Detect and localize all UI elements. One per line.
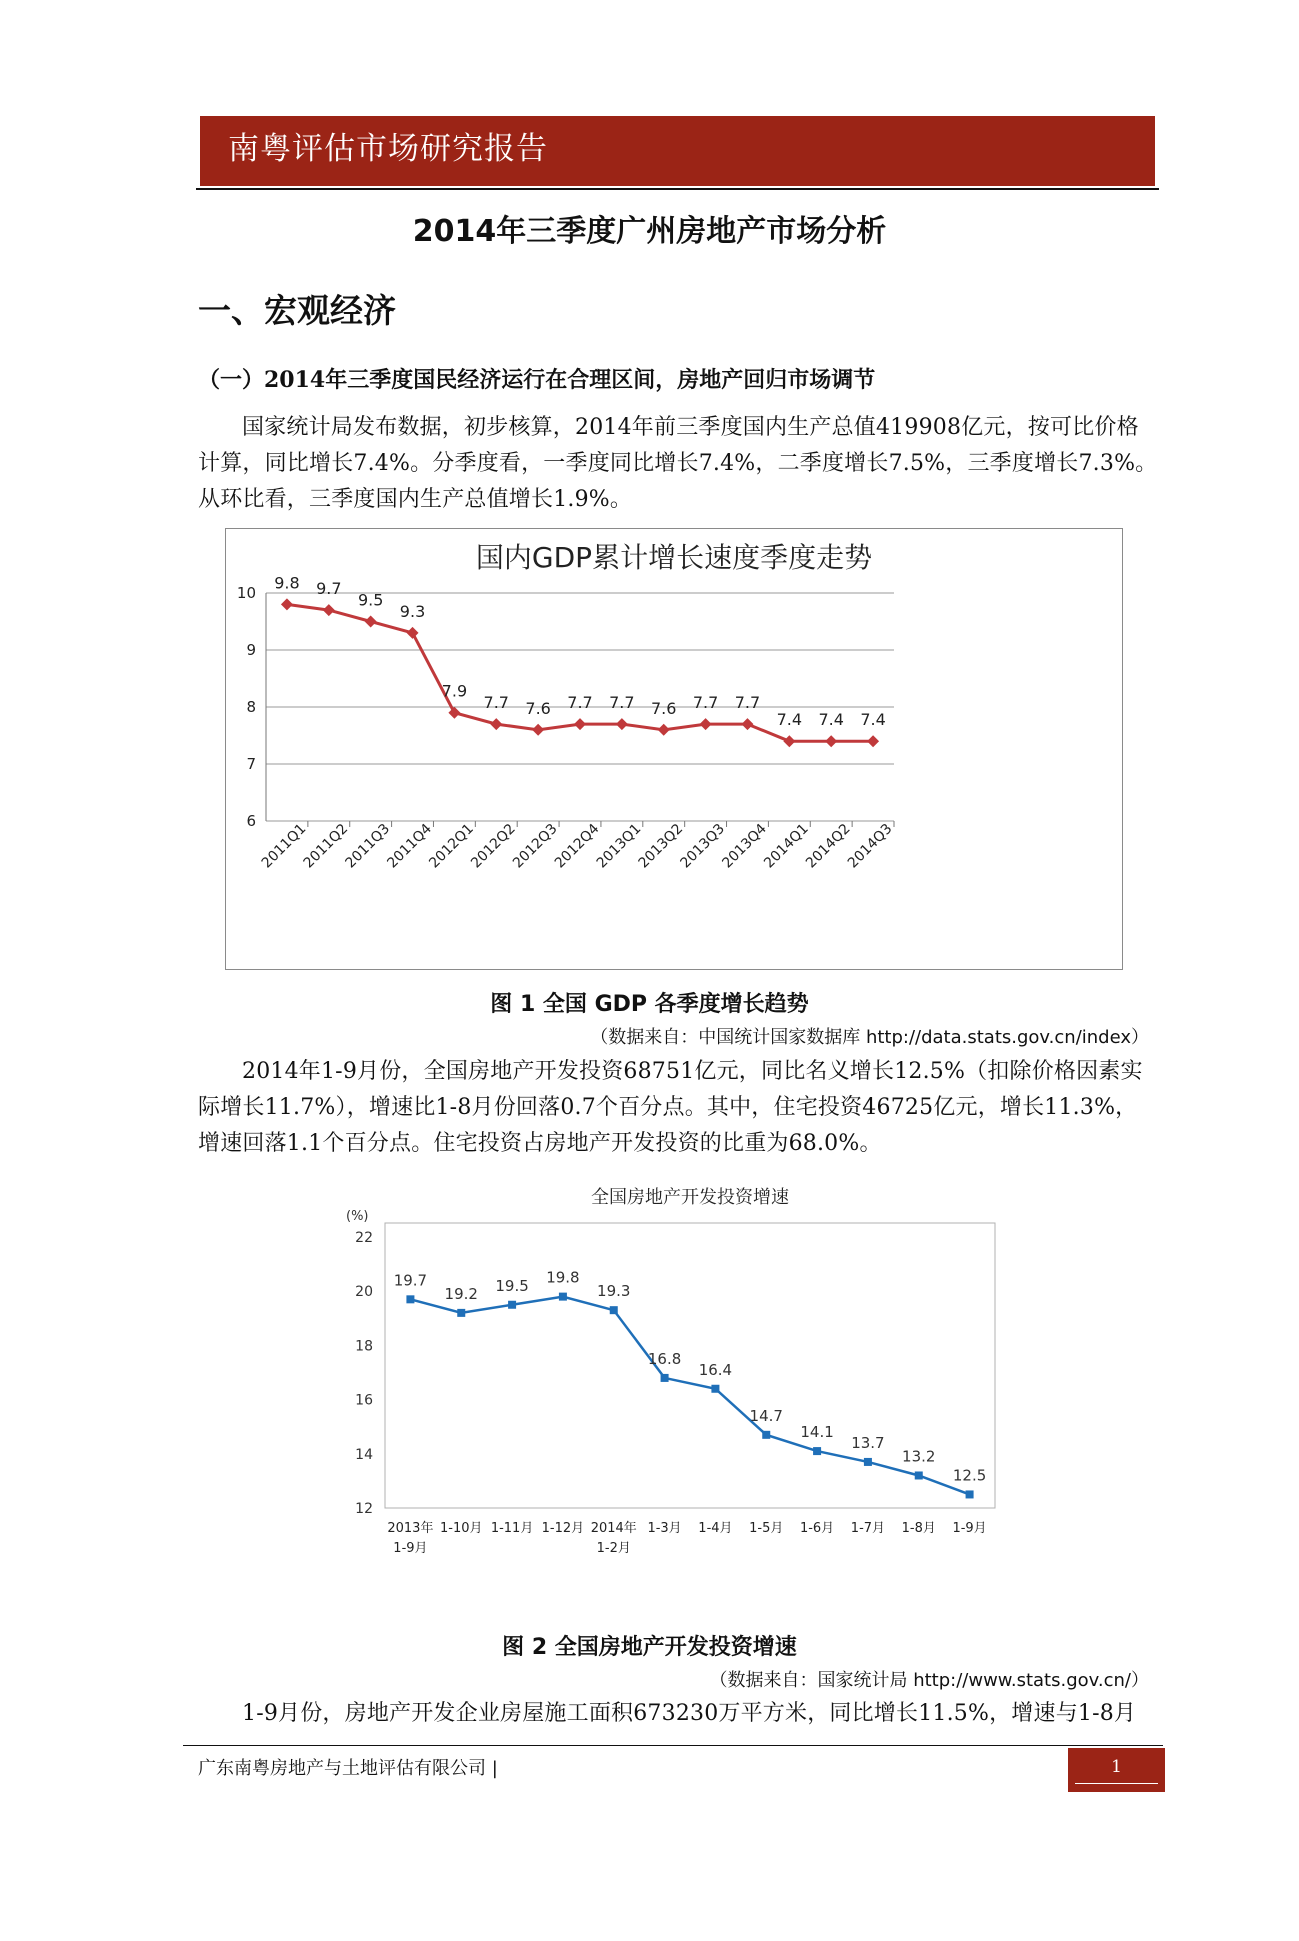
data-label: 19.2 bbox=[444, 1284, 478, 1303]
data-label: 7.4 bbox=[860, 710, 886, 730]
data-point bbox=[864, 1458, 872, 1466]
paragraph-line: 际增长11.7%），增速比1-8月份回落0.7个百分点。其中，住宅投资46725亿元，增长11.3%， bbox=[198, 1095, 1138, 1120]
y-tick-label: 18 bbox=[355, 1338, 373, 1355]
y-tick-label: 12 bbox=[355, 1501, 373, 1517]
figure1-caption: 图 1 全国 GDP 各季度增长趋势 bbox=[490, 992, 809, 1017]
data-label: 19.3 bbox=[597, 1282, 631, 1301]
x-tick-label: 1-3月 bbox=[647, 1521, 682, 1536]
data-point bbox=[813, 1447, 821, 1455]
y-tick-label: 9 bbox=[246, 641, 256, 659]
data-point bbox=[741, 718, 753, 730]
footer-company: 广东南粤房地产与土地评估有限公司 | bbox=[198, 1758, 498, 1779]
figure2-caption: 图 2 全国房地产开发投资增速 bbox=[502, 1635, 797, 1660]
paragraph-construction bbox=[198, 1696, 1158, 1732]
paragraph-line: 从环比看，三季度国内生产总值增长1.9%。 bbox=[198, 487, 633, 512]
x-tick-label: 2013Q2 bbox=[635, 820, 687, 872]
y-axis-unit: (%) bbox=[346, 1209, 369, 1224]
data-label: 13.2 bbox=[902, 1447, 936, 1466]
page-number: 1 bbox=[1111, 1757, 1122, 1777]
x-tick-label: 2014Q3 bbox=[844, 820, 896, 872]
data-point bbox=[700, 718, 712, 730]
data-point bbox=[407, 627, 419, 639]
data-label: 7.4 bbox=[776, 710, 803, 730]
data-point bbox=[783, 735, 795, 747]
x-tick-label: 1-7月 bbox=[850, 1521, 886, 1536]
data-point bbox=[281, 598, 293, 610]
x-tick-label: 1-9月 bbox=[393, 1541, 428, 1556]
document-title: 2014年三季度广州房地产市场分析 bbox=[412, 214, 887, 249]
x-tick-label: 1-8月 bbox=[901, 1521, 936, 1536]
x-tick-label: 2012Q4 bbox=[551, 820, 603, 872]
data-point bbox=[661, 1374, 669, 1382]
paragraph-line: 国家统计局发布数据，初步核算，2014年前三季度国内生产总值419908亿元，按可比价格 bbox=[242, 415, 1139, 440]
x-tick-label: 2014Q1 bbox=[761, 820, 812, 872]
data-label: 7.7 bbox=[567, 693, 593, 713]
x-tick-label: 1-9月 bbox=[952, 1521, 987, 1536]
data-label: 9.3 bbox=[399, 601, 426, 621]
data-label: 13.7 bbox=[851, 1433, 885, 1452]
data-label: 14.7 bbox=[749, 1406, 783, 1425]
data-label: 7.4 bbox=[818, 710, 844, 730]
chart-title: 全国房地产开发投资增速 bbox=[591, 1187, 789, 1208]
paragraph-gdp bbox=[198, 410, 1158, 518]
data-label: 7.7 bbox=[609, 693, 635, 713]
data-point bbox=[559, 1293, 567, 1301]
y-tick-label: 6 bbox=[246, 812, 256, 830]
data-label: 7.6 bbox=[651, 698, 677, 718]
x-tick-label: 2014年 bbox=[590, 1521, 637, 1536]
gdp-growth-chart bbox=[225, 528, 1123, 970]
y-tick-label: 8 bbox=[246, 698, 256, 716]
data-point bbox=[915, 1471, 923, 1479]
data-point bbox=[532, 724, 544, 736]
data-label: 7.7 bbox=[734, 693, 761, 713]
data-label: 9.8 bbox=[274, 573, 300, 593]
footer-divider bbox=[183, 1745, 1163, 1746]
data-label: 7.7 bbox=[483, 693, 509, 713]
data-label: 9.5 bbox=[357, 590, 384, 610]
x-tick-label: 2012Q1 bbox=[426, 820, 477, 872]
data-label: 7.9 bbox=[441, 681, 468, 701]
data-point bbox=[610, 1306, 618, 1314]
paragraph-line: 增速回落1.1个百分点。住宅投资占房地产开发投资的比重为68.0%。 bbox=[198, 1131, 882, 1156]
y-tick-label: 14 bbox=[355, 1446, 373, 1463]
section-heading: 一、宏观经济 bbox=[198, 291, 396, 330]
data-point bbox=[616, 718, 628, 730]
investment-growth-chart bbox=[340, 1185, 1010, 1585]
data-point bbox=[406, 1295, 414, 1303]
y-tick-label: 22 bbox=[355, 1230, 373, 1246]
data-label: 19.5 bbox=[495, 1276, 529, 1295]
data-point bbox=[574, 718, 586, 730]
x-tick-label: 1-6月 bbox=[799, 1521, 835, 1536]
data-label: 19.7 bbox=[393, 1271, 428, 1290]
data-label: 7.7 bbox=[692, 693, 719, 713]
y-tick-label: 10 bbox=[236, 584, 256, 602]
data-label: 9.7 bbox=[316, 579, 342, 599]
data-label: 12.5 bbox=[952, 1466, 987, 1485]
x-tick-label: 2013Q4 bbox=[719, 820, 770, 872]
x-tick-label: 2014Q2 bbox=[803, 820, 854, 872]
paragraph-line: 2014年1-9月份，全国房地产开发投资68751亿元，同比名义增长12.5%（扣除价格因素实 bbox=[242, 1059, 1143, 1084]
data-point bbox=[457, 1309, 465, 1317]
x-tick-label: 2013年 bbox=[387, 1521, 434, 1536]
x-tick-label: 2011Q2 bbox=[300, 820, 352, 872]
data-point bbox=[365, 616, 377, 628]
data-label: 16.8 bbox=[647, 1349, 682, 1368]
paragraph-line: 1-9月份，房地产开发企业房屋施工面积673230万平方米，同比增长11.5%，增速与1-8月 bbox=[242, 1701, 1137, 1726]
data-point bbox=[966, 1490, 974, 1498]
data-point bbox=[508, 1301, 516, 1309]
x-tick-label: 2011Q1 bbox=[258, 820, 310, 872]
x-tick-label: 2013Q1 bbox=[593, 820, 645, 872]
data-point bbox=[825, 735, 837, 747]
chart-title: 国内GDP累计增长速度季度走势 bbox=[475, 541, 873, 574]
series-line bbox=[410, 1297, 969, 1495]
data-point bbox=[448, 707, 460, 719]
data-point bbox=[490, 718, 502, 730]
y-tick-label: 7 bbox=[246, 755, 256, 773]
x-tick-label: 2012Q2 bbox=[468, 820, 519, 872]
x-tick-label: 2011Q3 bbox=[342, 820, 394, 872]
x-tick-label: 1-4月 bbox=[698, 1521, 733, 1536]
x-tick-label: 1-10月 bbox=[439, 1521, 483, 1536]
y-tick-label: 16 bbox=[355, 1392, 373, 1409]
data-point bbox=[867, 735, 879, 747]
data-point bbox=[711, 1385, 719, 1393]
paragraph-investment bbox=[198, 1054, 1158, 1162]
page-number-underline bbox=[1075, 1783, 1158, 1784]
x-tick-label: 2012Q3 bbox=[510, 820, 561, 872]
report-header-title: 南粤评估市场研究报告 bbox=[228, 131, 548, 167]
header-divider bbox=[196, 188, 1159, 190]
x-tick-label: 1-2月 bbox=[596, 1541, 631, 1556]
data-point bbox=[323, 604, 335, 616]
subsection-heading: （一）2014年三季度国民经济运行在合理区间，房地产回归市场调节 bbox=[198, 367, 876, 393]
data-point bbox=[762, 1431, 770, 1439]
data-label: 14.1 bbox=[800, 1423, 834, 1442]
data-point bbox=[658, 724, 670, 736]
data-label: 19.8 bbox=[546, 1268, 580, 1287]
paragraph-line: 计算，同比增长7.4%。分季度看，一季度同比增长7.4%，二季度增长7.5%，三季度增长7.3%。 bbox=[198, 451, 1158, 476]
x-tick-label: 1-5月 bbox=[749, 1521, 784, 1536]
y-tick-label: 20 bbox=[355, 1284, 373, 1301]
figure1-source: （数据来自：中国统计国家数据库 http://data.stats.gov.cn/index） bbox=[590, 1027, 1149, 1048]
data-label: 16.4 bbox=[698, 1360, 733, 1379]
x-tick-label: 1-11月 bbox=[490, 1521, 534, 1536]
data-label: 7.6 bbox=[525, 698, 551, 718]
x-tick-label: 1-12月 bbox=[541, 1521, 585, 1536]
x-tick-label: 2013Q3 bbox=[677, 820, 729, 872]
x-tick-label: 2011Q4 bbox=[384, 820, 436, 872]
figure2-source: （数据来自：国家统计局 http://www.stats.gov.cn/） bbox=[709, 1670, 1149, 1691]
